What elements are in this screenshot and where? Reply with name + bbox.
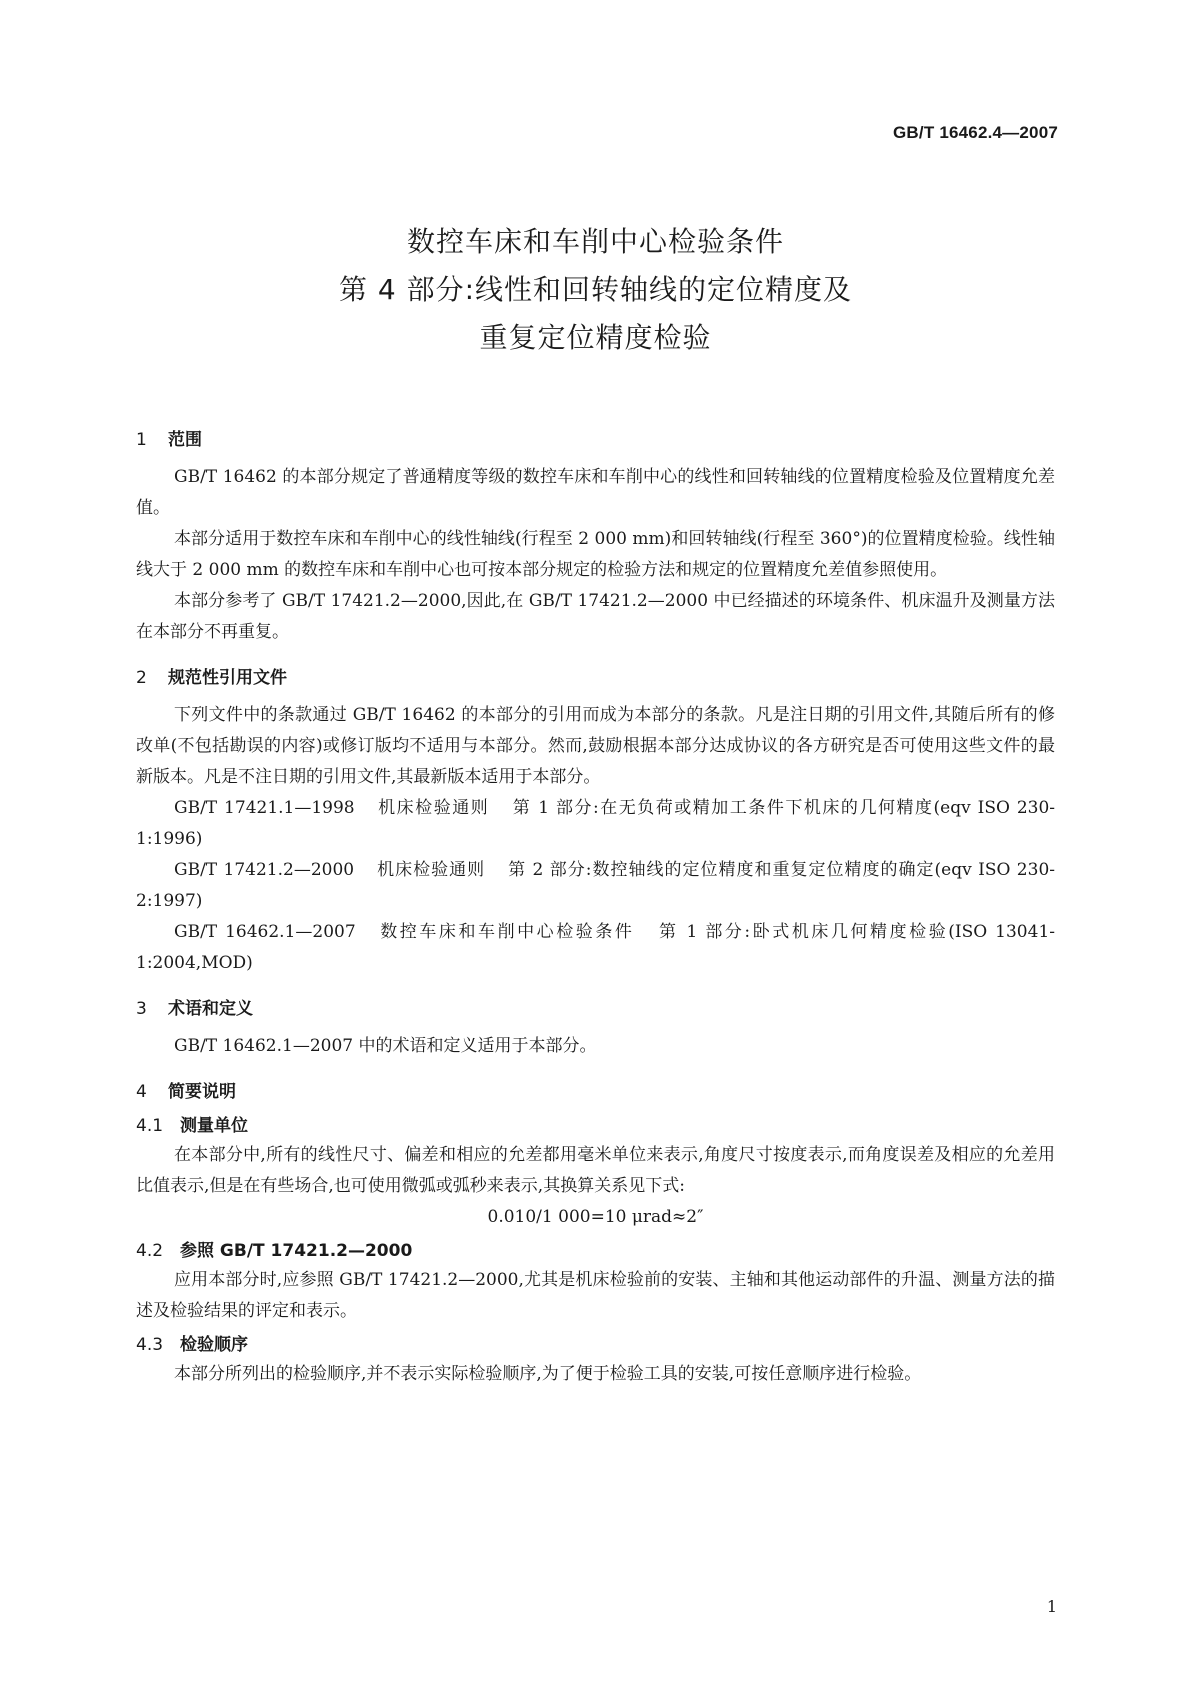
- subsection-4-3-heading: [136, 1333, 1055, 1357]
- section-number: 2: [136, 668, 147, 688]
- section-title: 范围: [168, 430, 202, 450]
- reference-title: 数控车床和车削中心检验条件: [377, 922, 635, 942]
- subsection-title: 参照 GB/T 17421.2—2000: [180, 1241, 413, 1261]
- section-title: 术语和定义: [168, 999, 253, 1019]
- reference-item: [136, 793, 1055, 855]
- paragraph: 本部分参考了 GB/T 17421.2—2000,因此,在 GB/T 17421.2—2000 中已经描述的环境条件、机床温升及测量方法在本部分不再重复。: [136, 591, 1055, 642]
- subsection-4-2-heading: [136, 1239, 1055, 1263]
- reference-item: [136, 855, 1055, 917]
- reference-title: 机床检验通则: [376, 798, 490, 818]
- section-number: 3: [136, 999, 147, 1019]
- paragraph: GB/T 16462 的本部分规定了普通精度等级的数控车床和车削中心的线性和回转轴线的位置精度检验及位置精度允差值。: [136, 467, 1055, 518]
- section-3-heading: [136, 997, 1055, 1021]
- section-2-heading: [136, 666, 1055, 690]
- section-number: 4: [136, 1082, 147, 1102]
- reference-code: GB/T 17421.1—1998: [174, 798, 355, 818]
- section-4-heading: [136, 1080, 1055, 1104]
- section-1-heading: [136, 428, 1055, 452]
- subsection-number: 4.3: [136, 1335, 164, 1355]
- paragraph: 本部分适用于数控车床和车削中心的线性轴线(行程至 2 000 mm)和回转轴线(行程至 360°)的位置精度检验。线性轴线大于 2 000 mm 的数控车床和车削中心也可按本部分规定的检验方法和规定的位置精度允差值参照使用。: [136, 529, 1055, 580]
- title-line-2: 第 4 部分:线性和回转轴线的定位精度及: [338, 273, 853, 306]
- reference-code: GB/T 16462.1—2007: [174, 922, 356, 942]
- reference-item: [136, 917, 1055, 979]
- document-title: [0, 218, 1191, 362]
- document-body: [136, 410, 1055, 1390]
- subsection-number: 4.1: [136, 1116, 164, 1136]
- reference-part: 第 1 部分:在无负荷或精加工条件下机床的几何精度(eqv ISO 230-1:1996): [136, 798, 1056, 849]
- reference-title: 机床检验通则: [376, 860, 486, 880]
- paragraph: 在本部分中,所有的线性尺寸、偏差和相应的允差都用毫米单位来表示,角度尺寸按度表示,而角度误差及相应的允差用比值表示,但是在有些场合,也可使用微弧或弧秒来表示,其换算关系见下式:: [136, 1145, 1055, 1196]
- conversion-formula: 0.010/1 000=10 μrad≈2″: [487, 1207, 704, 1227]
- title-line-3: 重复定位精度检验: [479, 321, 712, 354]
- page-number: 1: [1046, 1597, 1057, 1616]
- reference-part: 第 2 部分:数控轴线的定位精度和重复定位精度的确定(eqv ISO 230-2:1997): [136, 860, 1056, 911]
- section-number: 1: [136, 430, 147, 450]
- section-title: 简要说明: [168, 1082, 236, 1102]
- paragraph: 本部分所列出的检验顺序,并不表示实际检验顺序,为了便于检验工具的安装,可按任意顺序进行检验。: [174, 1364, 922, 1384]
- title-line-1: 数控车床和车削中心检验条件: [406, 225, 784, 258]
- standard-code: GB/T 16462.4—2007: [893, 123, 1058, 142]
- subsection-number: 4.2: [136, 1241, 164, 1261]
- paragraph: GB/T 16462.1—2007 中的术语和定义适用于本部分。: [174, 1036, 597, 1056]
- paragraph: 应用本部分时,应参照 GB/T 17421.2—2000,尤其是机床检验前的安装、主轴和其他运动部件的升温、测量方法的描述及检验结果的评定和表示。: [136, 1270, 1055, 1321]
- reference-part: 第 1 部分:卧式机床几何精度检验(ISO 13041-1:2004,MOD): [136, 922, 1056, 973]
- paragraph: 下列文件中的条款通过 GB/T 16462 的本部分的引用而成为本部分的条款。凡是注日期的引用文件,其随后所有的修改单(不包括勘误的内容)或修订版均不适用与本部分。然而,鼓励根据本部分达成协议的各方研究是否可使用这些文件的最新版本。凡是不注日期的引用文件,其最新版本适用于本部分。: [136, 705, 1055, 787]
- subsection-4-1-heading: [136, 1114, 1055, 1138]
- section-title: 规范性引用文件: [168, 668, 287, 688]
- subsection-title: 测量单位: [180, 1116, 248, 1136]
- reference-code: GB/T 17421.2—2000: [174, 860, 355, 880]
- subsection-title: 检验顺序: [180, 1335, 248, 1355]
